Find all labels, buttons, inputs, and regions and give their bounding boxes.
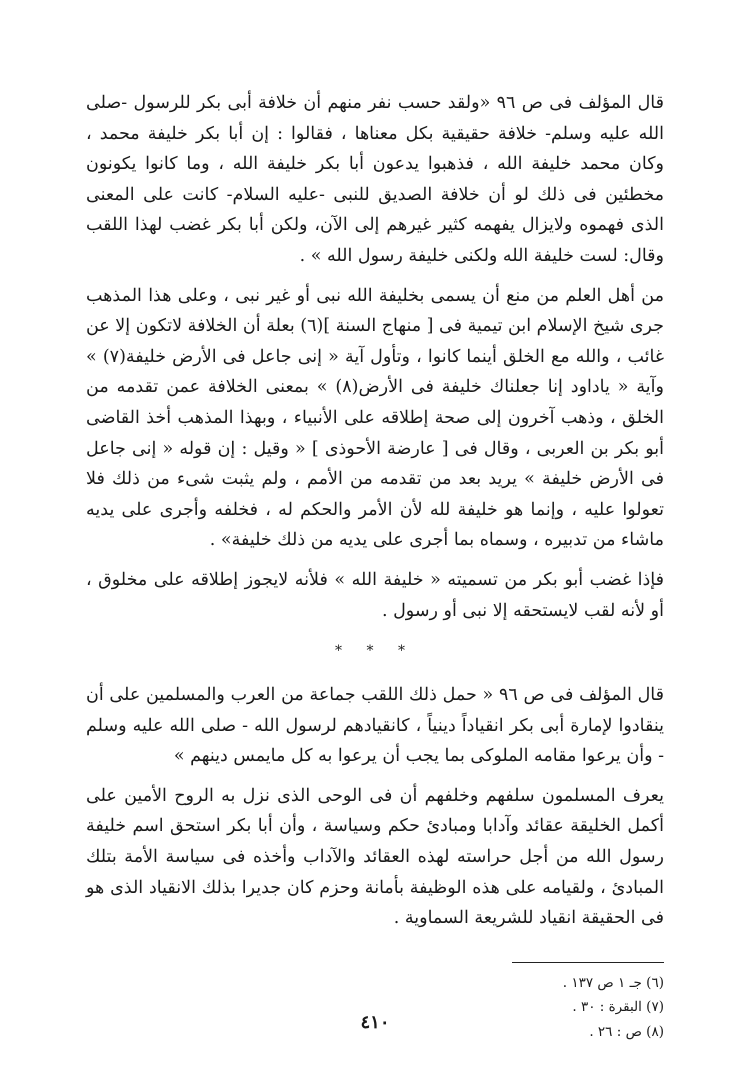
paragraph: من أهل العلم من منع أن يسمى بخليفة الله نبى أو غير نبى ، وعلى هذا المذهب جرى شيخ الإسلام ابن تيمية فى [ منهاج السنة ](٦) بعلة أن الخلافة لاتكون إلا عن غائب ، والله مع الخلق أينما كانوا ، وتأول آية « إنى جاعل فى الأرض خليفة(٧) » وآية « ياداود إنا جعلناك خليفة فى الأرض(٨) » بمعنى الخلافة عمن تقدمه من الخلق ، وذهب آخرون إلى صحة إطلاقه على الأنبياء ، وبهذا المذهب أخذ القاضى أبو بكر بن العربى ، وقال فى [ عارضة الأحوذى ] « وقيل : إن قوله « إنى جاعل فى الأرض خليفة » يريد بعد من تقدمه من الأمم ، ولم يثبت شىء من ذلك فلا تعولوا عليه ، وإنما هو خليفة لله لأن الأمر والحكم له ، فخلفه وأجرى على يديه ماشاء من تدبيره ، وسماه بما أجرى على يديه من ذلك خليفة» . bbox=[85, 285, 664, 551]
paragraph: قال المؤلف فى ص ٩٦ «ولقد حسب نفر منهم أن خلافة أبى بكر للرسول -صلى الله عليه وسلم- خلافة حقيقية بكل معناها ، فقالوا : إن أبا بكر خليفة محمد ، وكان محمد خليفة الله ، فذهبوا يدعون أبا بكر خليفة الله ، وما كانوا يكونون مخطئين فى ذلك لو أن خلافة الصديق للنبى -عليه السلام- كانت على المعنى الذى فهموه ولايزال يفهمه كثير غيرهم إلى الآن، ولكن أبا بكر غضب لهذا اللقب وقال: لست خليفة الله ولكنى خليفة رسول الله » . bbox=[86, 93, 664, 266]
footnote: (٦) جـ ١ ص ١٣٧ . bbox=[562, 974, 664, 991]
paragraph: يعرف المسلمون سلفهم وخلفهم أن فى الوحى الذى نزل به الروح الأمين على أكمل الخليقة عقائد وآدابا ومبادئ حكم وسياسة ، وأن أبا بكر استحق اسم خليفة رسول الله من أجل حراسته لهذه العقائد والآداب وأخذه فى سياسة الأمة بتلك المبادئ ، ولقيامه على هذه الوظيفة بأمانة وحزم كان جديرا بذلك الانقياد الذى هو فى الحقيقة انقياد للشريعة السماوية . bbox=[86, 785, 664, 929]
footnote: (٧) البقرة : ٣٠ . bbox=[572, 999, 664, 1016]
footnotes bbox=[86, 971, 664, 1045]
section-separator: * * * bbox=[335, 643, 415, 660]
paragraph: قال المؤلف فى ص ٩٦ « حمل ذلك اللقب جماعة من العرب والمسلمين على أن ينقادوا لإمارة أبى بكر انقياداً دينياً ، كانقيادهم لرسول الله - صلى الله عليه وسلم - وأن يرعوا مقامه الملوكى بما يجب أن يرعوا به كل مايمس دينهم » bbox=[86, 685, 664, 767]
paragraph: فإذا غضب أبو بكر من تسميته « خليفة الله » فلأنه لايجوز إطلاقه على مخلوق ، أو لأنه لقب لايستحقه إلا نبى أو رسول . bbox=[86, 569, 664, 621]
page-number: ٤١٠ bbox=[360, 1012, 390, 1033]
footnote: (٨) ص : ٢٦ . bbox=[589, 1023, 664, 1040]
footnote-divider bbox=[512, 962, 664, 963]
